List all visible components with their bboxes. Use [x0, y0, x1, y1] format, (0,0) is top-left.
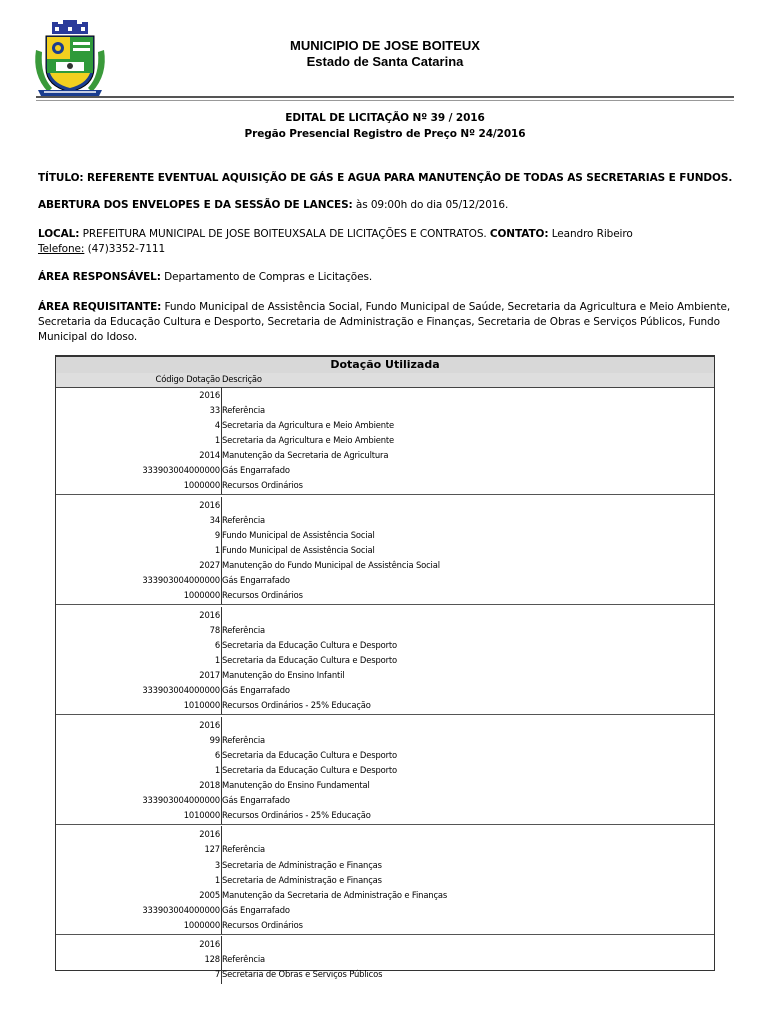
area-responsavel-line	[38, 270, 738, 284]
dotacao-description-cell: Recursos Ordinários	[222, 590, 303, 601]
dotacao-description-cell: Manutenção do Fundo Municipal de Assistência Social	[222, 560, 440, 571]
header-divider-thin	[36, 100, 734, 101]
dotacao-description-cell: Referência	[222, 844, 265, 855]
dotacao-code-cell: 2016	[199, 390, 220, 400]
dotacao-code-cell: 2016	[199, 829, 220, 840]
dotacao-description-cell: Referência	[222, 405, 265, 416]
dotacao-code-cell: 3	[214, 859, 220, 870]
area-responsavel-text: Departamento de Compras e Licitações.	[160, 271, 373, 283]
group-separator	[56, 934, 714, 935]
dotacao-code-cell: 333903004000000	[142, 794, 220, 805]
dotacao-code-cell: 1010000	[183, 700, 220, 710]
dotacao-table	[55, 355, 715, 980]
dotacao-description-cell: Secretaria da Educação Cultura e Desporto	[222, 654, 397, 665]
dotacao-header-row	[56, 373, 714, 388]
column-divider	[221, 607, 222, 715]
dotacao-code-cell: 127	[204, 844, 220, 855]
dotacao-description-cell: Gás Engarrafado	[222, 794, 290, 805]
area-requisitante-text-1: Fundo Municipal de Assistência Social, Fundo Municipal de Saúde, Secretaria da Agricultura e Meio Ambiente,	[161, 301, 731, 313]
column-header-description: Descrição	[222, 374, 262, 384]
dotacao-code-cell: 2018	[199, 779, 220, 790]
dotacao-code-cell: 2014	[199, 450, 220, 461]
dotacao-code-cell: 2016	[199, 719, 220, 730]
dotacao-description-cell: Recursos Ordinários	[222, 480, 303, 491]
titulo-text: REFERENTE EVENTUAL AQUISIÇÃO DE GÁS E AGUA PARA MANUTENÇÃO DE TODAS AS SECRETARIAS E FUNDOS.	[83, 172, 733, 184]
column-divider	[221, 497, 222, 605]
dotacao-code-cell: 2005	[199, 889, 220, 900]
dotacao-code-cell: 2017	[199, 669, 220, 680]
dotacao-code-cell: 333903004000000	[142, 465, 220, 476]
dotacao-description-cell: Secretaria de Administração e Finanças	[222, 874, 382, 885]
dotacao-code-cell: 6	[214, 749, 220, 760]
dotacao-code-cell: 4	[214, 420, 220, 431]
dotacao-description-cell: Gás Engarrafado	[222, 684, 290, 695]
dotacao-code-cell: 1	[214, 545, 220, 555]
dotacao-description-cell: Secretaria da Agricultura e Meio Ambiente	[222, 420, 395, 431]
dotacao-description-cell: Recursos Ordinários - 25% Educação	[222, 809, 371, 820]
abertura-text: às 09:00h do dia 05/12/2016.	[352, 199, 509, 211]
dotacao-code-cell: 1000000	[183, 919, 220, 930]
municipal-coat-of-arms-logo	[30, 20, 110, 104]
dotacao-code-cell: 1	[214, 764, 220, 775]
area-responsavel-label: ÁREA RESPONSÁVEL:	[38, 271, 161, 283]
dotacao-code-cell: 78	[209, 624, 220, 635]
dotacao-description-cell: Manutenção do Ensino Infantil	[222, 669, 345, 680]
dotacao-code-cell: 2016	[199, 499, 220, 510]
area-requisitante-line-3: Municipal do Idoso.	[38, 331, 138, 343]
group-separator	[56, 604, 714, 605]
local-label: LOCAL:	[38, 228, 80, 240]
titulo-label: TÍTULO:	[38, 172, 84, 184]
header-divider	[36, 96, 734, 98]
titulo-line	[38, 171, 738, 185]
municipality-name: MUNICIPIO DE JOSE BOITEUX	[290, 38, 480, 53]
group-separator	[56, 824, 714, 825]
dotacao-code-cell: 333903004000000	[142, 684, 220, 695]
dotacao-description-cell: Gás Engarrafado	[222, 904, 290, 915]
dotacao-description-cell: Manutenção da Secretaria de Agricultura	[222, 450, 389, 461]
abertura-label: ABERTURA DOS ENVELOPES E DA SESSÃO DE LANCES:	[38, 199, 353, 211]
dotacao-code-cell: 33	[209, 405, 220, 416]
telefone-line	[38, 242, 738, 256]
dotacao-code-cell: 2016	[199, 609, 220, 620]
column-header-code: Código Dotação	[155, 374, 220, 384]
area-requisitante-label: ÁREA REQUISITANTE:	[38, 301, 162, 313]
dotacao-description-cell: Secretaria de Administração e Finanças	[222, 859, 382, 870]
dotacao-code-cell: 128	[204, 954, 220, 965]
edital-title: EDITAL DE LICITAÇÃO Nº 39 / 2016	[285, 112, 485, 124]
local-text: PREFEITURA MUNICIPAL DE JOSE BOITEUXSALA DE LICITAÇÕES E CONTRATOS.	[79, 228, 490, 240]
dotacao-description-cell: Referência	[222, 734, 265, 745]
dotacao-description-cell: Referência	[222, 624, 265, 635]
dotacao-code-cell: 333903004000000	[142, 575, 220, 586]
dotacao-description-cell: Gás Engarrafado	[222, 465, 290, 476]
contato-label: CONTATO:	[489, 228, 549, 240]
area-requisitante-line-1	[38, 300, 738, 314]
dotacao-code-cell: 2027	[199, 560, 220, 571]
dotacao-description-cell: Secretaria da Educação Cultura e Desporto	[222, 764, 397, 775]
dotacao-code-cell: 9	[214, 529, 220, 540]
column-divider	[221, 717, 222, 825]
telefone-text: (47)3352-7111	[84, 243, 166, 255]
telefone-label: Telefone:	[38, 243, 85, 255]
dotacao-description-cell: Referência	[222, 514, 265, 525]
dotacao-code-cell: 1	[214, 435, 220, 446]
edital-subtitle: Pregão Presencial Registro de Preço Nº 24/2016	[244, 128, 526, 140]
dotacao-description-cell: Recursos Ordinários - 25% Educação	[222, 700, 371, 710]
dotacao-code-cell: 333903004000000	[142, 904, 220, 915]
dotacao-code-cell: 2016	[199, 939, 220, 950]
dotacao-code-cell: 1	[214, 654, 220, 665]
dotacao-description-cell: Gás Engarrafado	[222, 575, 290, 586]
dotacao-description-cell: Referência	[222, 954, 265, 965]
contato-text: Leandro Ribeiro	[548, 228, 633, 240]
dotacao-description-cell: Secretaria da Agricultura e Meio Ambiente	[222, 435, 395, 446]
dotacao-code-cell: 7	[214, 969, 220, 980]
dotacao-description-cell: Secretaria de Obras e Serviços Públicos	[222, 969, 383, 980]
dotacao-code-cell: 1000000	[183, 480, 220, 491]
dotacao-code-cell: 6	[214, 639, 220, 650]
dotacao-description-cell: Secretaria da Educação Cultura e Desporto	[222, 749, 397, 760]
dotacao-description-cell: Fundo Municipal de Assistência Social	[222, 545, 375, 555]
dotacao-description-cell: Manutenção da Secretaria de Administração e Finanças	[222, 889, 448, 900]
column-divider	[221, 936, 222, 984]
group-separator	[56, 714, 714, 715]
dotacao-description-cell: Recursos Ordinários	[222, 919, 303, 930]
dotacao-code-cell: 1	[214, 874, 220, 885]
group-separator	[56, 494, 714, 495]
dotacao-code-cell: 1010000	[183, 809, 220, 820]
dotacao-code-cell: 99	[209, 734, 220, 745]
dotacao-description-cell: Fundo Municipal de Assistência Social	[222, 529, 375, 540]
dotacao-description-cell: Manutenção do Ensino Fundamental	[222, 779, 370, 790]
dotacao-code-cell: 34	[209, 514, 220, 525]
abertura-line	[38, 198, 738, 212]
column-divider	[221, 387, 222, 495]
state-name: Estado de Santa Catarina	[306, 54, 464, 69]
dotacao-code-cell: 1000000	[183, 590, 220, 601]
column-divider	[221, 826, 222, 934]
local-line	[38, 227, 738, 241]
dotacao-title: Dotação Utilizada	[56, 355, 714, 374]
area-requisitante-line-2: Secretaria da Educação Cultura e Desporto, Secretaria de Administração e Finanças, Secretaria de Obras e Serviços Públicos, Fundo	[38, 316, 720, 328]
dotacao-description-cell: Secretaria da Educação Cultura e Desporto	[222, 639, 397, 650]
